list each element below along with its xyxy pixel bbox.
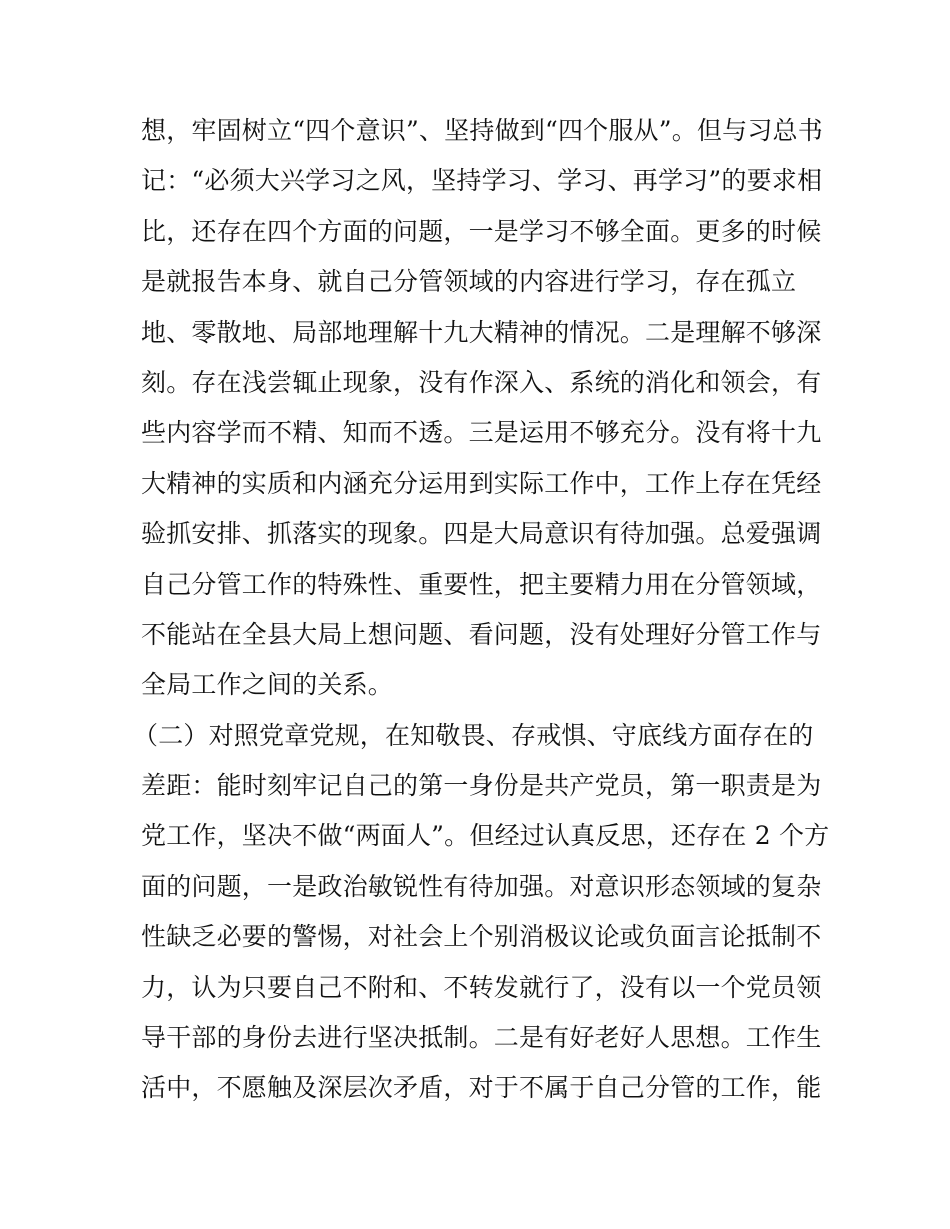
text-line-7: 些内容学而不精、知而不透。三是运用不够充分。没有将十九 (141, 418, 822, 448)
body-text (133, 106, 830, 1114)
text-line-3: 比，还存在四个方面的问题，一是学习不够全面。更多的时候 (141, 216, 822, 246)
text-line-9: 验抓安排、抓落实的现象。四是大局意识有待加强。总爱强调 (141, 519, 822, 549)
text-line-11: 不能站在全县大局上想问题、看问题，没有处理好分管工作与 (141, 619, 822, 649)
text-line-15: 党工作，坚决不做“两面人”。但经过认真反思，还存在 2 个方 (141, 821, 830, 851)
text-line-16: 面的问题，一是政治敏锐性有待加强。对意识形态领域的复杂 (141, 871, 822, 901)
text-line-5: 地、零散地、局部地理解十九大精神的情况。二是理解不够深 (141, 317, 822, 347)
text-line-20: 活中，不愿触及深层次矛盾，对于不属于自己分管的工作，能 (141, 1073, 822, 1103)
text-line-10: 自己分管工作的特殊性、重要性，把主要精力用在分管领域， (141, 569, 822, 599)
text-line-8: 大精神的实质和内涵充分运用到实际工作中，工作上存在凭经 (141, 468, 822, 498)
section-heading-line: （二）对照党章党规，在知敬畏、存戒惧、守底线方面存在的 (133, 720, 814, 750)
text-line-14: 差距：能时刻牢记自己的第一身份是共产党员，第一职责是为 (141, 771, 822, 801)
text-line-1: 想，牢固树立“四个意识”、坚持做到“四个服从”。但与习总书 (141, 116, 823, 145)
text-line-18: 力，认为只要自己不附和、不转发就行了，没有以一个党员领 (141, 972, 822, 1002)
text-line-17: 性缺乏必要的警惕，对社会上个别消极议论或负面言论抵制不 (141, 922, 822, 952)
text-line-6: 刻。存在浅尝辄止现象，没有作深入、系统的消化和领会，有 (141, 367, 822, 397)
text-line-12: 全局工作之间的关系。 (141, 670, 394, 700)
text-line-2: 记：“必须大兴学习之风，坚持学习、学习、再学习”的要求相 (141, 166, 823, 196)
text-line-4: 是就报告本身、就自己分管领域的内容进行学习，存在孤立 (141, 267, 797, 297)
text-line-19: 导干部的身份去进行坚决抵制。二是有好老好人思想。工作生 (141, 1023, 822, 1053)
